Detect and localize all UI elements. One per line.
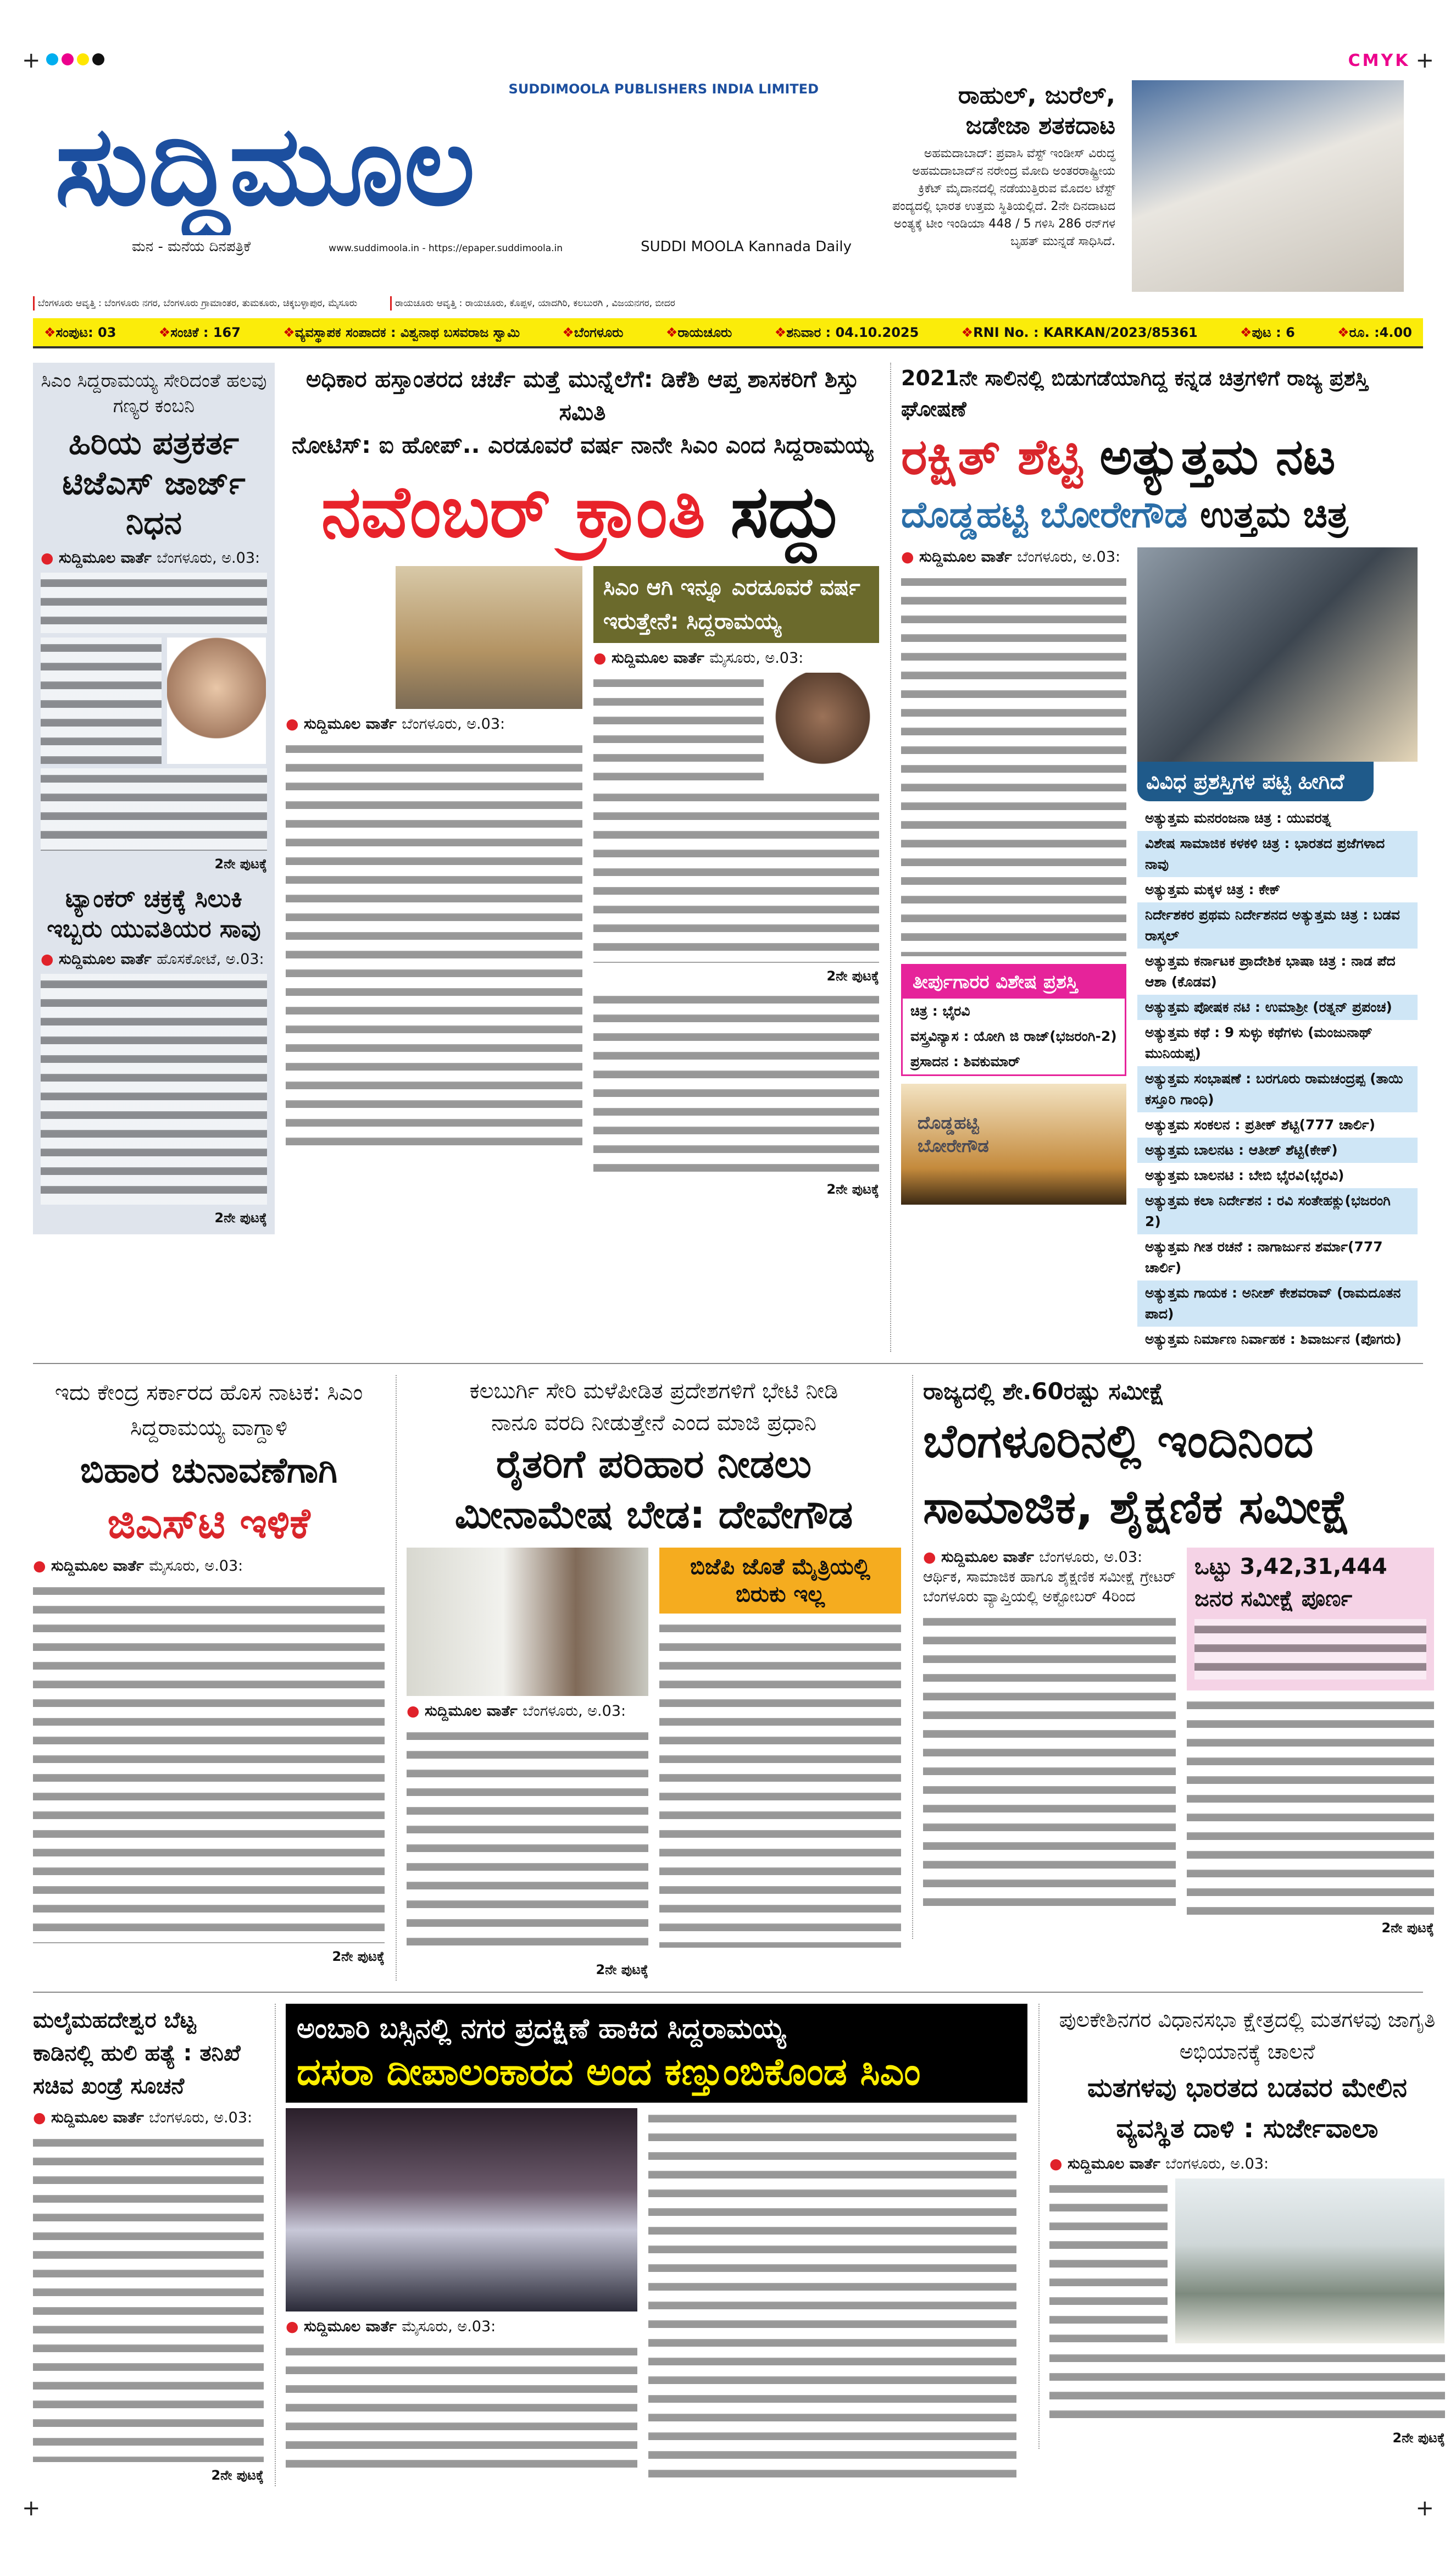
agency: ಸುದ್ದಿಮೂಲ ವಾರ್ತೆ [424, 1703, 518, 1720]
dateline: ಬೆಂಗಳೂರು, ಅ.03: [402, 716, 505, 733]
awards-list [1137, 806, 1418, 1352]
surjewala-photo [1175, 2178, 1444, 2343]
film-poster [901, 1084, 1126, 1205]
dateline: ಬೆಂಗಳೂರು, ಅ.03: [149, 2109, 253, 2126]
film-story: 2021ನೇ ಸಾಲಿನಲ್ಲಿ ಬಿಡುಗಡೆಯಾಗಿದ್ದ ಕನ್ನಡ ಚಿತ್ರಗಳಿಗೆ ರಾಜ್ಯ ಪ್ರಶಸ್ತಿ ಘೋಷಣೆ ರಕ್ಷಿತ್ ಶೆಟ್ಟಿ ಅತ್ಯುತ್ತಮ ನಟ ದೊಡ್ಡಹಟ್ಟಿ ಬೋರೇಗೌಡ ಉತ್ತಮ ಚಿತ್ರ ● ಸುದ್ದಿಮೂಲ ವಾರ್ತೆ ಬೆಂಗಳೂರು, ಅ.03: ತೀರ್ಪುಗಾರರ ವಿಶೇಷ ಪ್ರಶಸ್ತಿ ಚಿತ್ರ : ಭೈರವಿ ವಸ್ತ್ರವಿನ್ಯಾಸ : ಯೋಗಿ ಜಿ ರಾಜ್(ಭಜರಂಗಿ-2) ಪ್ರಸಾದನ : ಶಿವಕುಮಾರ್ ದೊಡ್ಡಹಟ್ಟಿ ಬೋರೇಗೌಡ ವಿವಿಧ ಪ್ರಶಸ್ತಿಗಳ ಪಟ್ಟಿ ಹೀಗಿದೆ ಅತ್ಯುತ್ತಮ ಮನರಂಜನಾ ಚಿತ್ರ : ಯುವರತ್ನ ವಿಶೇಷ ಸಾಮಾಜಿಕ ಕಳಕಳಿ ಚಿತ್ರ : ಭಾರತದ ಪ್ರಜೆಗಳಾದ ನಾವು ಅತ್ಯುತ್ತಮ ಮಕ್ಕಳ ಚಿತ್ರ : ಕೇಕ್ ನಿರ್ದೇಶಕರ ಪ್ರಥಮ ನಿರ್ದೇಶನದ ಅತ್ಯುತ್ತಮ ಚಿತ್ರ : ಬಡವ ರಾಸ್ಕಲ್ ಅತ್ಯುತ್ತಮ ಕರ್ನಾಟಕ ಪ್ರಾದೇಶಿಕ ಭಾಷಾ ಚಿತ್ರ : ನಾಡ ಪೆದ ಆಶಾ (ಕೊಡವ) ಅತ್ಯುತ್ತಮ ಪೋಷಕ ನಟಿ : ಉಮಾಶ್ರೀ (ರತ್ನನ್ ಪ್ರಪಂಚ) ಅತ್ಯುತ್ತಮ ಕಥೆ : 9 ಸುಳ್ಳು ಕಥೆಗಳು (ಮಂಜುನಾಥ್ ಮುನಿಯಪ್ಪ) ಅತ್ಯುತ್ತಮ ಸಂಭಾಷಣೆ : ಬರಗೂರು ರಾಮಚಂದ್ರಪ್ಪ (ತಾಯಿ ಕಸ್ತೂರಿ ಗಾಂಧಿ) ಅತ್ಯುತ್ತಮ ಸಂಕಲನ : ಪ್ರತೀಕ್ ಶೆಟ್ಟಿ(777 ಚಾರ್ಲಿ) ಅತ್ಯುತ್ತಮ ಬಾಲನಟ : ಆತೀಶ್ ಶೆಟ್ಟಿ(ಕೇಕ್) ಅತ್ಯುತ್ತಮ ಬಾಲನಟಿ : ಬೇಬಿ ಭೈರವಿ(ಭೈರವಿ) ಅತ್ಯುತ್ತಮ ಕಲಾ ನಿರ್ದೇಶನ : ರವಿ ಸಂತೇಹಕ್ಲು(ಭಜರಂಗಿ 2) ಅತ್ಯುತ್ತಮ ಗೀತ ರಚನೆ : ನಾಗಾರ್ಜುನ ಶರ್ಮಾ(777 ಚಾರ್ಲಿ) ಅತ್ಯುತ್ತಮ ಗಾಯಕ : ಅನೀಶ್ ಕೇಶವರಾವ್ (ರಾಮದೂತನ ಪಾದ) ಅತ್ಯುತ್ತಮ ನಿರ್ಮಾಣ ನಿರ್ವಾಹಕ : ಶಿವಾರ್ಜುನ (ಪೊಗರು) [890, 363, 1418, 1352]
website-urls[interactable]: www.suddimoola.in - https://epaper.suddimoola.in [329, 243, 563, 254]
volume: ❖ಸಂಪುಟ: 03 [44, 324, 116, 340]
continued-link[interactable]: 2ನೇ ಪುಟಕ್ಕೆ [211, 2468, 264, 2483]
dasara-bus-photo [286, 2108, 637, 2311]
surjewala-kicker: ಪುಲಕೇಶಿನಗರ ವಿಧಾನಸಭಾ ಕ್ಷೇತ್ರದಲ್ಲಿ ಮತಗಳವು ಜಾಗೃತಿ ಅಭಿಯಾನಕ್ಕೆ ಚಾಲನೆ [1059, 2008, 1436, 2064]
survey-headline-2: ಸಾಮಾಜಿಕ, ಶೈಕ್ಷಣಿಕ ಸಮೀಕ್ಷೆ [923, 1480, 1351, 1534]
date: ❖ಶನಿವಾರ : 04.10.2025 [774, 324, 919, 340]
continued-link[interactable]: 2ನೇ ಪುಟಕ್ಕೆ [826, 968, 879, 984]
bihar-headline-red: ಜಿಎಸ್‌ಟಿ ಇಳಿಕೆ [107, 1499, 310, 1548]
sports-headline: ರಾಹುಲ್, ಜುರೆಲ್, ಜಡೇಜಾ ಶತಕದಾಟ [958, 81, 1115, 140]
agency: ಸುದ್ದಿಮೂಲ ವಾರ್ತೆ [58, 950, 152, 968]
dateline: ಬೆಂಗಳೂರು, ಅ.03: [1017, 548, 1121, 566]
print-marks [22, 49, 1434, 71]
continued-link[interactable]: 2ನೇ ಪುಟಕ್ಕೆ [214, 856, 267, 872]
publisher-name: SUDDIMOOLA PUBLISHERS INDIA LIMITED [508, 81, 819, 97]
continued-link[interactable]: 2ನೇ ಪುಟಕ್ಕೆ [332, 1949, 385, 1964]
issue: ❖ಸಂಚಿಕೆ : 167 [158, 324, 241, 340]
surjewala-headline: ಮತಗಳವು ಭಾರತದ ಬಡವರ ಮೇಲಿನ ವ್ಯವಸ್ಥಿತ ದಾಳಿ : ಸುರ್ಜೇವಾಲಾ [1087, 2072, 1407, 2144]
agency: ಸುದ್ದಿಮೂಲ ವಾರ್ತೆ [941, 1549, 1034, 1566]
continued-link[interactable]: 2ನೇ ಪುಟಕ್ಕೆ [826, 1182, 879, 1197]
tagline: ಮನ - ಮನೆಯ ದಿನಪತ್ರಿಕೆ [132, 239, 251, 255]
tiger-story: ಮಲೈಮಹದೇಶ್ವರ ಬೆಟ್ಟ ಕಾಡಿನಲ್ಲಿ ಹುಲಿ ಹತ್ಯೆ : ತನಿಖೆ ಸಚಿವ ಖಂಡ್ರೆ ಸೂಚನೆ ● ಸುದ್ದಿಮೂಲ ವಾರ್ತೆ ಬೆಂಗಳೂರು, ಅ.03: 2ನೇ ಪುಟಕ್ಕೆ [33, 2004, 264, 2486]
registration-mark: + [1415, 2496, 1434, 2521]
agency: ಸುದ್ದಿಮೂಲ ವಾರ್ತೆ [303, 2318, 397, 2335]
bihar-kicker: ಇದು ಕೇಂದ್ರ ಸರ್ಕಾರದ ಹೊಸ ನಾಟಕ: ಸಿಎಂ ಸಿದ್ದರಾಮಯ್ಯ ವಾಗ್ದಾಳಿ [54, 1380, 363, 1440]
awards-list-title: ವಿವಿಧ ಪ್ರಶಸ್ತಿಗಳ ಪಟ್ಟಿ ಹೀಗಿದೆ [1137, 762, 1374, 801]
survey-story: ರಾಜ್ಯದಲ್ಲಿ ಶೇ.60ರಷ್ಟು ಸಮೀಕ್ಷೆ ಬೆಂಗಳೂರಿನಲ್ಲಿ ಇಂದಿನಿಂದ ಸಾಮಾಜಿಕ, ಶೈಕ್ಷಣಿಕ ಸಮೀಕ್ಷೆ ● ಸುದ್ದಿಮೂಲ ವಾರ್ತೆ ಬೆಂಗಳೂರು, ಅ.03: ಆರ್ಥಿಕ, ಸಾಮಾಜಿಕ ಹಾಗೂ ಶೈಕ್ಷಣಿಕ ಸಮೀಕ್ಷೆ ಗ್ರೇಟರ್ ಬೆಂಗಳೂರು ವ್ಯಾಪ್ತಿಯಲ್ಲಿ ಅಕ್ಟೋಬರ್ 4ರಿಂದ ಒಟ್ಟು 3,42,31,444 ಜನರ ಸಮೀಕ್ಷೆ ಪೂರ್ಣ 2ನೇ ಪುಟಕ್ಕೆ [912, 1375, 1423, 1939]
dateline: ಬೆಂಗಳೂರು, ಅ.03: [1165, 2155, 1269, 2172]
devegowda-story: ಕಲಬುರ್ಗಿ ಸೇರಿ ಮಳೆಪೀಡಿತ ಪ್ರದೇಶಗಳಿಗೆ ಭೇಟಿ ನೀಡಿ ನಾನೂ ವರದಿ ನೀಡುತ್ತೇನೆ ಎಂದ ಮಾಜಿ ಪ್ರಧಾನಿ ರೈತರಿಗೆ ಪರಿಹಾರ ನೀಡಲು ಮೀನಾಮೇಷ ಬೇಡ: ದೇವೇಗೌಡ ● ಸುದ್ದಿಮೂಲ ವಾರ್ತೆ ಬೆಂಗಳೂರು, ಅ.03: 2ನೇ ಪುಟಕ್ಕೆ ಬಿಜೆಪಿ ಜೊತೆ ಮೈತ್ರಿಯಲ್ಲಿ ಬಿರುಕು ಇಲ್ಲ [396, 1375, 901, 1981]
award-item: ಅತ್ಯುತ್ತಮ ಸಂಕಲನ : ಪ್ರತೀಕ್ ಶೆಟ್ಟಿ(777 ಚಾರ್ಲಿ) [1145, 1117, 1376, 1133]
award-item: ಅತ್ಯುತ್ತಮ ಗಾಯಕ : ಅನೀಶ್ ಕೇಶವರಾವ್ (ರಾಮದೂತನ ಪಾದ) [1137, 1280, 1418, 1327]
jury-award-box [901, 964, 1126, 1076]
row-3 [33, 2004, 1445, 2486]
award-item: ಅತ್ಯುತ್ತಮ ನಿರ್ಮಾಣ ನಿರ್ವಾಹಕ : ಶಿವಾರ್ಜುನ (ಪೊಗರು) [1145, 1331, 1402, 1347]
dasara-banner [286, 2004, 1027, 2103]
print-marks-bottom [22, 2497, 1434, 2519]
edition-bengaluru: ಬೆಂಗಳೂರು ಆವೃತ್ತಿ : ಬೆಂಗಳೂರು ನಗರ, ಬೆಂಗಳೂರು ಗ್ರಾಮಾಂತರ, ತುಮಕೂರು, ಚಿಕ್ಕಬಳ್ಳಾಪುರ, ಮೈಸೂರು [33, 296, 357, 311]
devegowda-photo [407, 1548, 648, 1696]
row-1 [33, 363, 1423, 1352]
bihar-headline: ಬಿಹಾರ ಚುನಾವಣೆಗಾಗಿ [80, 1450, 338, 1491]
survey-lede: ಆರ್ಥಿಕ, ಸಾಮಾಜಿಕ ಹಾಗೂ ಶೈಕ್ಷಣಿಕ ಸಮೀಕ್ಷೆ ಗ್ರೇಟರ್ ಬೆಂಗಳೂರು ವ್ಯಾಪ್ತಿಯಲ್ಲಿ ಅಕ್ಟೋಬರ್ 4ರಿಂದ [923, 1568, 1176, 1605]
continued-link[interactable]: 2ನೇ ಪುಟಕ್ಕೆ [1381, 1920, 1434, 1936]
alliance-box-headline: ಬಿಜೆಪಿ ಜೊತೆ ಮೈತ್ರಿಯಲ್ಲಿ ಬಿರುಕು ಇಲ್ಲ [659, 1548, 901, 1614]
film-headline-black: ಅತ್ಯುತ್ತಮ ನಟ [1099, 428, 1336, 486]
award-item: ಅತ್ಯುತ್ತಮ ಕಲಾ ನಿರ್ದೇಶನ : ರವಿ ಸಂತೇಹಕ್ಲು(ಭಜರಂಗಿ 2) [1137, 1188, 1418, 1234]
vidhana-soudha-photo [396, 566, 582, 709]
award-item: ಅತ್ಯುತ್ತಮ ಪೋಷಕ ನಟಿ : ಉಮಾಶ್ರೀ (ರತ್ನನ್ ಪ್ರಪಂಚ) [1137, 995, 1418, 1020]
jury-title: ತೀರ್ಪುಗಾರರ ವಿಶೇಷ ಪ್ರಶಸ್ತಿ [903, 966, 1125, 999]
editions [33, 296, 1423, 311]
agency: ಸುದ್ದಿಮೂಲ ವಾರ್ತೆ [58, 549, 152, 567]
registration-mark: + [22, 2496, 41, 2521]
english-name: SUDDI MOOLA Kannada Daily [641, 239, 852, 255]
lead-headline-red: ನವೆಂಬರ್ ಕ್ರಾಂತಿ [321, 470, 705, 553]
dasara-kicker: ಅಂಬಾರಿ ಬಸ್ಸಿನಲ್ಲಿ ನಗರ ಪ್ರದಕ್ಷಿಣೆ ಹಾಕಿದ ಸಿದ್ದರಾಮಯ್ಯ [297, 2013, 786, 2044]
lead-story: ಅಧಿಕಾರ ಹಸ್ತಾಂತರದ ಚರ್ಚೆ ಮತ್ತೆ ಮುನ್ನೆಲೆಗೆ: ಡಿಕೆಶಿ ಆಪ್ತ ಶಾಸಕರಿಗೆ ಶಿಸ್ತು ಸಮಿತಿ ನೋಟಿಸ್: ಐ ಹೋಪ್.. ಎರಡೂವರೆ ವರ್ಷ ನಾನೇ ಸಿಎಂ ಎಂದ ಸಿದ್ದರಾಮಯ್ಯ ನವೆಂಬರ್ ಕ್ರಾಂತಿ ಸದ್ದು ● ಸುದ್ದಿಮೂಲ ವಾರ್ತೆ ಬೆಂಗಳೂರು, ಅ.03: ಸಿಎಂ ಆಗಿ ಇನ್ನೂ ಎರಡೂವರೆ ವರ್ಷ ಇರುತ್ತೇನೆ: ಸಿದ್ದರಾಮಯ್ಯ ● ಸುದ್ದಿಮೂಲ ವಾರ್ತೆ ಮೈಸೂರು, ಅ.03: 2ನೇ ಪುಟಕ್ಕೆ 2ನೇ ಪುಟಕ್ಕೆ [286, 363, 879, 1200]
award-item: ಅತ್ಯುತ್ತಮ ಬಾಲನಟಿ : ಬೇಬಿ ಭೈರವಿ(ಭೈರವಿ) [1145, 1167, 1344, 1183]
bihar-story: ಇದು ಕೇಂದ್ರ ಸರ್ಕಾರದ ಹೊಸ ನಾಟಕ: ಸಿಎಂ ಸಿದ್ದರಾಮಯ್ಯ ವಾಗ್ದಾಳಿ ಬಿಹಾರ ಚುನಾವಣೆಗಾಗಿ ಜಿಎಸ್‌ಟಿ ಇಳಿಕೆ ● ಸುದ್ದಿಮೂಲ ವಾರ್ತೆ ಮೈಸೂರು, ಅ.03: 2ನೇ ಪುಟಕ್ಕೆ [33, 1375, 385, 1967]
award-item: ಅತ್ಯುತ್ತಮ ಕಥೆ : 9 ಸುಳ್ಳು ಕಥೆಗಳು (ಮಂಜುನಾಥ್ ಮುನಿಯಪ್ಪ) [1145, 1024, 1373, 1061]
color-dots [46, 53, 108, 68]
devegowda-headline-1: ರೈತರಿಗೆ ಪರಿಹಾರ ನೀಡಲು [496, 1442, 812, 1487]
george-story [41, 368, 267, 543]
devegowda-kicker-1: ಕಲಬುರ್ಗಿ ಸೇರಿ ಮಳೆಪೀಡಿತ ಪ್ರದೇಶಗಳಿಗೆ ಭೇಟಿ ನೀಡಿ [469, 1378, 838, 1404]
masthead [33, 80, 1423, 292]
city-bengaluru: ❖ಬೆಂಗಳೂರು [562, 324, 624, 340]
sports-text: ಅಹಮದಾಬಾದ್: ಪ್ರವಾಸಿ ವೆಸ್ಟ್ ಇಂಡೀಸ್ ವಿರುದ್ಧ ಅಹಮದಾಬಾದ್‌ನ ನರೇಂದ್ರ ಮೋದಿ ಅಂತರರಾಷ್ಟ್ರೀಯ ಕ್ರಿಕೆಟ್ ಮೈದಾನದಲ್ಲಿ ನಡೆಯುತ್ತಿರುವ ಮೊದಲ ಟೆಸ್ಟ್ ಪಂದ್ಯದಲ್ಲಿ ಭಾರತ ಉತ್ತಮ ಸ್ಥಿತಿಯಲ್ಲಿದೆ. 2ನೇ ದಿನದಾಟದ ಅಂತ್ಯಕ್ಕೆ ಟೀಂ ಇಂಡಿಯಾ 448 / 5 ಗಳಿಸಿ 286 ರನ್‌ಗಳ ಬೃಹತ್ ಮುನ್ನಡೆ ಸಾಧಿಸಿದೆ. [892, 147, 1115, 248]
continued-link[interactable]: 2ನೇ ಪುಟಕ್ಕೆ [214, 1210, 267, 1226]
rni-number: ❖RNI No. : KARKAN/2023/85361 [961, 324, 1198, 340]
dateline: ಮೈಸೂರು, ಅ.03: [149, 1557, 243, 1575]
award-item: ವಿಶೇಷ ಸಾಮಾಜಿಕ ಕಳಕಳಿ ಚಿತ್ರ : ಭಾರತದ ಪ್ರಜೆಗಳಾದ ನಾವು [1137, 831, 1418, 877]
cricket-photo [1132, 80, 1404, 292]
award-item: ನಿರ್ದೇಶಕರ ಪ್ರಥಮ ನಿರ್ದೇಶನದ ಅತ್ಯುತ್ತಮ ಚಿತ್ರ : ಬಡವ ರಾಸ್ಕಲ್ [1137, 902, 1418, 949]
george-photo [167, 638, 266, 764]
agency: ಸುದ್ದಿಮೂಲ ವಾರ್ತೆ [303, 716, 397, 733]
price: ❖ರೂ. :4.00 [1337, 324, 1412, 340]
managing-editor: ❖ವ್ಯವಸ್ಥಾಪಕ ಸಂಪಾದಕ : ವಿಶ್ವನಾಥ ಬಸವರಾಜ ಸ್ವಾಮಿ [283, 324, 520, 340]
cmyk-mark: CMYK [1348, 51, 1410, 70]
surjewala-story: ಪುಲಕೇಶಿನಗರ ವಿಧಾನಸಭಾ ಕ್ಷೇತ್ರದಲ್ಲಿ ಮತಗಳವು ಜಾಗೃತಿ ಅಭಿಯಾನಕ್ಕೆ ಚಾಲನೆ ಮತಗಳವು ಭಾರತದ ಬಡವರ ಮೇಲಿನ ವ್ಯವಸ್ಥಿತ ದಾಳಿ : ಸುರ್ಜೇವಾಲಾ ● ಸುದ್ದಿಮೂಲ ವಾರ್ತೆ ಬೆಂಗಳೂರು, ಅ.03: 2ನೇ ಪುಟಕ್ಕೆ [1038, 2004, 1445, 2449]
masthead-logo: ಸುದ್ದಿಮೂಲ [55, 102, 475, 230]
registration-mark: + [1415, 48, 1434, 73]
dateline: ಬೆಂಗಳೂರು, ಅ.03: [523, 1703, 626, 1720]
award-item: ಅತ್ಯುತ್ತಮ ಕರ್ನಾಟಕ ಪ್ರಾದೇಶಿಕ ಭಾಷಾ ಚಿತ್ರ : ನಾಡ ಪೆದ ಆಶಾ (ಕೊಡವ) [1145, 953, 1396, 990]
award-item: ಅತ್ಯುತ್ತಮ ಮಕ್ಕಳ ಚಿತ್ರ : ಕೇಕ್ [1145, 882, 1280, 897]
continued-link[interactable]: 2ನೇ ಪುಟಕ್ಕೆ [1392, 2430, 1445, 2446]
agency: ಸುದ್ದಿಮೂಲ ವಾರ್ತೆ [919, 548, 1012, 566]
pages: ❖ಪುಟ : 6 [1240, 324, 1295, 340]
jury-item: ವಸ್ತ್ರವಿನ್ಯಾಸ : ಯೋಗಿ ಜಿ ರಾಜ್(ಭಜರಂಗಿ-2) [910, 1028, 1117, 1044]
registration-mark: + [22, 48, 41, 73]
dateline: ಮೈಸೂರು, ಅ.03: [709, 650, 804, 667]
edition-raichur: ರಾಯಚೂರು ಆವೃತ್ತಿ : ರಾಯಚೂರು, ಕೊಪ್ಪಳ, ಯಾದಗಿರಿ, ಕಲಬುರಗಿ , ವಿಜಯನಗರ, ಬೀದರ [390, 296, 675, 311]
devegowda-kicker-2: ನಾನೂ ವರದಿ ನೀಡುತ್ತೇನೆ ಎಂದ ಮಾಜಿ ಪ್ರಧಾನಿ [491, 1410, 816, 1435]
lead-kicker-2: ನೋಟಿಸ್: ಐ ಹೋಪ್.. ಎರಡೂವರೆ ವರ್ಷ ನಾನೇ ಸಿಎಂ ಎಂದ ಸಿದ್ದರಾಮಯ್ಯ [291, 431, 874, 458]
agency: ಸುದ್ದಿಮೂಲ ವಾರ್ತೆ [51, 1557, 144, 1575]
agency: ಸುದ್ದಿಮೂಲ ವಾರ್ತೆ [51, 2109, 144, 2126]
dasara-headline: ದಸರಾ ದೀಪಾಲಂಕಾರದ ಅಂದ ಕಣ್ತುಂಬಿಕೊಂಡ ಸಿಎಂ [297, 2050, 921, 2094]
dateline: ಬೆಂಗಳೂರು, ಅ.03: [1039, 1549, 1143, 1566]
jury-item: ಚಿತ್ರ : ಭೈರವಿ [910, 1003, 970, 1019]
award-item: ಅತ್ಯುತ್ತಮ ಬಾಲನಟ : ಆತೀಶ್ ಶೆಟ್ಟಿ(ಕೇಕ್) [1137, 1138, 1418, 1163]
tiger-headline: ಮಲೈಮಹದೇಶ್ವರ ಬೆಟ್ಟ ಕಾಡಿನಲ್ಲಿ ಹುಲಿ ಹತ್ಯೆ : ತನಿಖೆ ಸಚಿವ ಖಂಡ್ರೆ ಸೂಚನೆ [33, 2008, 241, 2099]
dasara-story: ಅಂಬಾರಿ ಬಸ್ಸಿನಲ್ಲಿ ನಗರ ಪ್ರದಕ್ಷಿಣೆ ಹಾಕಿದ ಸಿದ್ದರಾಮಯ್ಯ ದಸರಾ ದೀಪಾಲಂಕಾರದ ಅಂದ ಕಣ್ತುಂಬಿಕೊಂಡ ಸಿಎಂ ● ಸುದ್ದಿಮೂಲ ವಾರ್ತೆ ಮೈಸೂರು, ಅ.03: [275, 2004, 1027, 2486]
sports-story [890, 80, 1115, 251]
cm-box-headline: ಸಿಎಂ ಆಗಿ ಇನ್ನೂ ಎರಡೂವರೆ ವರ್ಷ ಇರುತ್ತೇನೆ: ಸಿದ್ದರಾಮಯ್ಯ [593, 566, 879, 643]
agency: ಸುದ್ದಿಮೂಲ ವಾರ್ತೆ [611, 650, 704, 667]
george-kicker: ಸಿಎಂ ಸಿದ್ದರಾಮಯ್ಯ ಸೇರಿದಂತೆ ಹಲವು ಗಣ್ಯರ ಕಂಬನಿ [41, 370, 267, 417]
dateline: ಬೆಂಗಳೂರು, ಅ.03: [157, 549, 260, 567]
award-item: ಅತ್ಯುತ್ತಮ ಮನರಂಜನಾ ಚಿತ್ರ : ಯುವರತ್ನ [1145, 810, 1331, 826]
dateline: ಹೊಸಕೋಟೆ, ಅ.03: [157, 950, 264, 968]
row-2 [33, 1375, 1434, 1981]
rakshit-shetty-photo [1137, 547, 1418, 762]
film-sub-black: ಉತ್ತಮ ಚಿತ್ರ [1200, 494, 1348, 536]
left-sidebar: ಸಿಎಂ ಸಿದ್ದರಾಮಯ್ಯ ಸೇರಿದಂತೆ ಹಲವು ಗಣ್ಯರ ಕಂಬನಿ ಹಿರಿಯ ಪತ್ರಕರ್ತ ಟಿಜೆಎಸ್ ಜಾರ್ಜ್ ನಿಧನ ● ಸುದ್ದಿಮೂಲ ವಾರ್ತೆ ಬೆಂಗಳೂರು, ಅ.03: 2ನೇ ಪುಟಕ್ಕೆ ಟ್ಯಾಂಕರ್ ಚಕ್ರಕ್ಕೆ ಸಿಲುಕಿ ಇಬ್ಬರು ಯುವತಿಯರ ಸಾವು ● ಸುದ್ದಿಮೂಲ ವಾರ್ತೆ ಹೊಸಕೋಟೆ, ಅ.03: 2ನೇ ಪುಟಕ್ಕೆ [33, 363, 275, 1234]
award-item: ಅತ್ಯುತ್ತಮ ಸಂಭಾಷಣೆ : ಬರಗೂರು ರಾಮಚಂದ್ರಪ್ಪ (ತಾಯಿ ಕಸ್ತೂರಿ ಗಾಂಧಿ) [1137, 1066, 1418, 1112]
jury-item: ಪ್ರಸಾದನ : ಶಿವಕುಮಾರ್ [910, 1054, 1020, 1069]
tanker-headline: ಟ್ಯಾಂಕರ್ ಚಕ್ರಕ್ಕೆ ಸಿಲುಕಿ ಇಬ್ಬರು ಯುವತಿಯರ ಸಾವು [47, 884, 261, 943]
city-raichur: ❖ರಾಯಚೂರು [665, 324, 732, 340]
agency: ಸುದ್ದಿಮೂಲ ವಾರ್ತೆ [1067, 2155, 1160, 2172]
award-item: ಅತ್ಯುತ್ತಮ ಗೀತ ರಚನೆ : ನಾಗಾರ್ಜುನ ಶರ್ಮಾ(777 ಚಾರ್ಲಿ) [1145, 1239, 1383, 1276]
devegowda-headline-2: ಮೀನಾಮೇಷ ಬೇಡ: ದೇವೇಗೌಡ [454, 1492, 853, 1537]
george-headline: ಹಿರಿಯ ಪತ್ರಕರ್ತ ಟಿಜೆಎಸ್ ಜಾರ್ಜ್ ನಿಧನ [62, 424, 246, 541]
film-sub-blue: ದೊಡ್ಡಹಟ್ಟಿ ಬೋರೇಗೌಡ [901, 494, 1188, 536]
lead-headline-black: ಸದ್ದು [730, 470, 844, 553]
survey-box-headline: ಒಟ್ಟು 3,42,31,444 ಜನರ ಸಮೀಕ್ಷೆ ಪೂರ್ಣ [1194, 1554, 1387, 1611]
lead-kicker-1: ಅಧಿಕಾರ ಹಸ್ತಾಂತರದ ಚರ್ಚೆ ಮತ್ತೆ ಮುನ್ನೆಲೆಗೆ: ಡಿಕೆಶಿ ಆಪ್ತ ಶಾಸಕರಿಗೆ ಶಿಸ್ತು ಸಮಿತಿ [305, 365, 859, 425]
siddaramaiah-photo [769, 673, 876, 783]
film-kicker: 2021ನೇ ಸಾಲಿನಲ್ಲಿ ಬಿಡುಗಡೆಯಾಗಿದ್ದ ಕನ್ನಡ ಚಿತ್ರಗಳಿಗೆ ರಾಜ್ಯ ಪ್ರಶಸ್ತಿ ಘೋಷಣೆ [901, 366, 1369, 421]
survey-kicker: ರಾಜ್ಯದಲ್ಲಿ ಶೇ.60ರಷ್ಟು ಸಮೀಕ್ಷೆ [923, 1378, 1165, 1405]
poster-title: ದೊಡ್ಡಹಟ್ಟಿ ಬೋರೇಗೌಡ [918, 1112, 989, 1156]
survey-headline-1: ಬೆಂಗಳೂರಿನಲ್ಲಿ ಇಂದಿನಿಂದ [923, 1414, 1314, 1468]
continued-link[interactable]: 2ನೇ ಪುಟಕ್ಕೆ [596, 1962, 648, 1977]
info-bar [33, 318, 1423, 348]
film-headline-red: ರಕ್ಷಿತ್ ಶೆಟ್ಟಿ [901, 428, 1083, 486]
dateline: ಮೈಸೂರು, ಅ.03: [402, 2318, 496, 2335]
